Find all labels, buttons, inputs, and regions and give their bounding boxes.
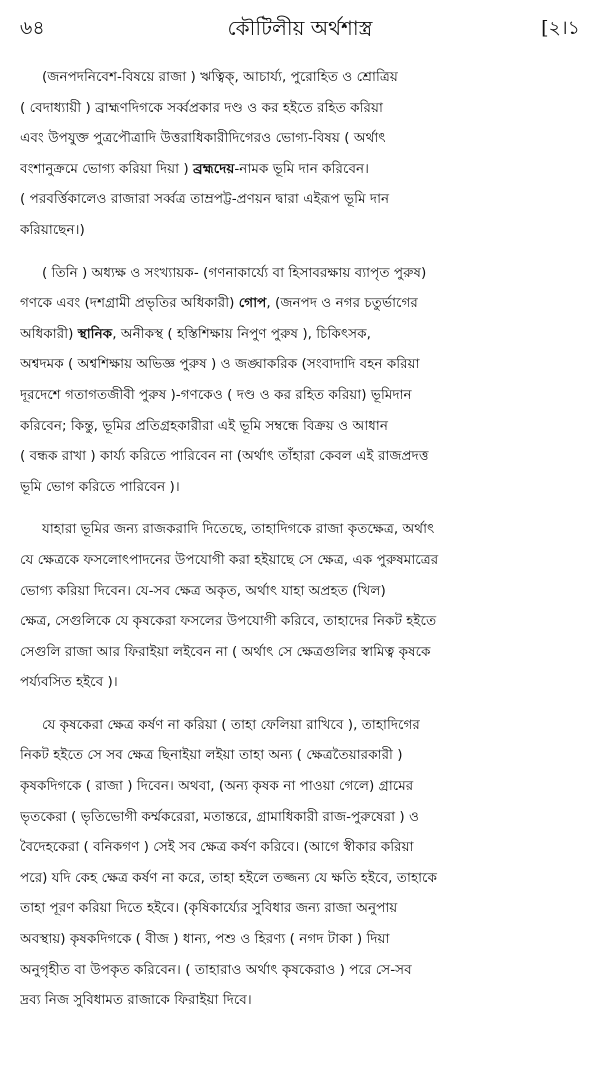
text-run: পরে) যদি কেহ ক্ষেত্র কর্ষণ না করে, তাহা হইলে তজ্জন্য যে ক্ষতি হইবে, তাহাকে — [20, 869, 437, 886]
text-line — [20, 123, 580, 154]
text-run: যাহারা ভূমির জন্য রাজকরাদি দিতেছে, তাহাদিগকে রাজা কৃতক্ষেত্র, অর্থাৎ — [42, 521, 435, 538]
text-run: গণকে এবং (দশগ্রামী প্রভৃতির অধিকারী) — [20, 295, 239, 312]
text-run: অধিকারী) — [20, 325, 78, 342]
text-line — [20, 576, 580, 607]
text-line — [20, 93, 580, 124]
paragraph — [20, 514, 580, 698]
text-run: এবং উপযুক্ত পুত্রপৌত্রাদি উত্তরাধিকারীদিগেরও ভোগ্য-বিষয় ( অর্থাৎ — [20, 130, 386, 147]
page-number: ৬৪ — [20, 17, 45, 39]
text-line — [20, 606, 580, 637]
text-run: যে কৃষকেরা ক্ষেত্র কর্ষণ না করিয়া ( তাহা ফেলিয়া রাখিবে ), তাহাদিগের — [42, 716, 420, 733]
page-header — [20, 10, 580, 44]
text-line — [20, 380, 580, 411]
bold-term: ব্রহ্মদেয় — [193, 160, 235, 177]
text-line — [20, 545, 580, 576]
text-line — [20, 637, 580, 668]
text-line — [20, 288, 580, 319]
text-run: ভৃতকেরা ( ভৃতিভোগী কর্ম্মকরেরা, মতান্তরে, গ্রামাধিকারী রাজ-পুরুষেরা ) ও — [20, 808, 420, 825]
text-line — [20, 349, 580, 380]
text-line — [20, 441, 580, 472]
text-line — [20, 411, 580, 442]
text-line — [20, 955, 580, 986]
text-line — [20, 893, 580, 924]
text-run: যে ক্ষেত্রকে ফসলোৎপাদনের উপযোগী করা হইয়াছে সে ক্ষেত্র, এক পুরুষমাত্রের — [20, 551, 439, 568]
text-line — [20, 863, 580, 894]
text-line — [20, 62, 580, 93]
text-line — [20, 154, 580, 185]
text-run: করিবেন; কিন্তু, ভূমির প্রতিগ্রহকারীরা এই ভূমি সম্বন্ধে বিক্রয় ও আধান — [20, 417, 388, 434]
text-line — [20, 771, 580, 802]
bold-term: গোপ — [238, 295, 267, 312]
text-line — [20, 258, 580, 289]
text-line — [20, 985, 580, 1016]
text-line — [20, 514, 580, 545]
text-run: অবস্থায়) কৃষকদিগকে ( বীজ ) ধান্য, পশু ও হিরণ্য ( নগদ টাকা ) দিয়া — [20, 931, 390, 948]
text-run: কৃষকদিগকে ( রাজা ) দিবেন। অথবা, (অন্য কৃষক না পাওয়া গেলে) গ্রামের — [20, 778, 414, 795]
text-run: বৈদেহকেরা ( বনিকগণ ) সেই সব ক্ষেত্র কর্ষণ করিবে। (আগে স্বীকার করিয়া — [20, 839, 414, 856]
text-line — [20, 472, 580, 503]
text-run: , (জনপদ ও নগর চতুর্ভাগের — [266, 295, 418, 312]
paragraph — [20, 62, 580, 246]
text-run: বংশানুক্রমে ভোগ্য করিয়া দিয়া ) — [20, 160, 194, 177]
text-line — [20, 184, 580, 215]
text-line — [20, 832, 580, 863]
text-run: তাহা পূরণ করিয়া দিতে হইবে। (কৃষিকার্য্যের সুবিধার জন্য রাজা অনুপায় — [20, 900, 398, 917]
book-title: কৌটিলীয় অর্থশাস্ত্র — [227, 16, 373, 40]
text-line — [20, 710, 580, 741]
text-run: অনুগৃহীত বা উপকৃত করিবেন। ( তাহারাও অর্থাৎ কৃষকেরাও ) পরে সে-সব — [20, 961, 412, 978]
text-run: করিয়াছেন।) — [20, 221, 85, 238]
paragraph — [20, 710, 580, 1016]
text-run: ( পরবর্ত্তিকালেও রাজারা সর্ব্বত্র তাম্রপট্ট-প্রণয়ন দ্বারা এইরূপ ভূমি দান — [20, 191, 390, 208]
text-run: -নামক ভূমি দান করিবেন। — [234, 160, 370, 177]
text-run: পর্য্যবসিত হইবে )। — [20, 674, 118, 691]
text-run: ( তিনি ) অধ্যক্ষ ও সংখ্যায়ক- (গণনাকার্য্যে বা হিসাবরক্ষায় ব্যাপৃত পুরুষ) — [42, 264, 427, 281]
text-line — [20, 740, 580, 771]
text-run: , অনীকস্থ ( হস্তিশিক্ষায় নিপুণ পুরুষ ), চিকিৎসক, — [112, 325, 371, 342]
text-run: নিকট হইতে সে সব ক্ষেত্র ছিনাইয়া লইয়া তাহা অন্য ( ক্ষেত্রতৈয়ারকারী ) — [20, 747, 403, 764]
text-run: ক্ষেত্র, সেগুলিকে যে কৃষকেরা ফসলের উপযোগী করিবে, তাহাদের নিকট হইতে — [20, 613, 437, 630]
text-line — [20, 319, 580, 350]
text-run: দূরদেশে গতাগতজীবী পুরুষ )-গণকেও ( দণ্ড ও কর রহিত করিয়া) ভূমিদান — [20, 386, 412, 403]
text-line — [20, 667, 580, 698]
text-run: ( বন্ধক রাখা ) কার্য্য করিতে পারিবেন না (অর্থাৎ তাঁহারা কেবল এই রাজপ্রদত্ত — [20, 448, 429, 465]
text-run: অশ্বদমক ( অশ্বশিক্ষায় অভিজ্ঞ পুরুষ ) ও জঙ্ঘাকরিক (সংবাদাদি বহন করিয়া — [20, 356, 420, 373]
text-run: (জনপদনিবেশ-বিষয়ে রাজা ) ঋত্বিক্, আচার্য্য, পুরোহিত ও শ্রোত্রিয় — [42, 69, 398, 85]
text-run: ( বেদাধ্যায়ী ) ব্রাহ্মণদিগকে সর্ব্বপ্রকার দণ্ড ও কর হইতে রহিত করিয়া — [20, 99, 383, 116]
text-line — [20, 215, 580, 246]
text-line — [20, 802, 580, 833]
text-run: সেগুলি রাজা আর ফিরাইয়া লইবেন না ( অর্থাৎ সে ক্ষেত্রগুলির স্বামিত্ব কৃষকে — [20, 643, 431, 660]
paragraph — [20, 258, 580, 503]
text-run: ভোগ্য করিয়া দিবেন। যে-সব ক্ষেত্র অকৃত, অর্থাৎ যাহা অপ্রহত (খিল) — [20, 582, 386, 599]
section-reference: [২।১ — [541, 17, 580, 39]
text-line — [20, 924, 580, 955]
text-run: দ্রব্য নিজ সুবিধামত রাজাকে ফিরাইয়া দিবে। — [20, 992, 252, 1009]
text-run: ভূমি ভোগ করিতে পারিবেন )। — [20, 478, 180, 495]
bold-term: স্থানিক — [77, 325, 113, 342]
page-body — [20, 62, 580, 1028]
